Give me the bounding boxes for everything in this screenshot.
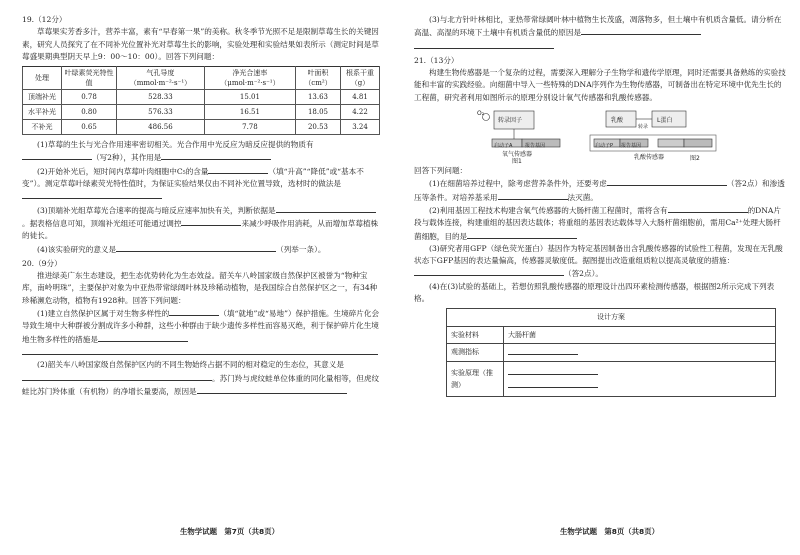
q19-part2-text-b: （填“升高”“降低”或“基本不变”）。测定草莓叶绿素荧光特性值时，为保证实验结果仅由不同补光位置导致，选材时的做法是 — [22, 166, 364, 189]
q19-header: 19.（12分） — [22, 15, 67, 24]
q21-part3-text: (3)研究者用GFP（绿色荧光蛋白）基因作为特定基因制备出含乳酸传感器的试验性工程菌，发现在无乳酸状态下GFP基因的表达量偏高，传感器灵敏度低。据图提出改造重组质粒以提高灵敏度的措施： — [414, 243, 783, 266]
figure-1-caption: 氧气传感器 — [502, 151, 533, 159]
q19-part3-text-c: 来减少呼吸作用消耗，从而增加草莓植株的徒长。 — [22, 218, 379, 241]
answer-blank[interactable] — [414, 267, 564, 276]
design-title: 设计方案 — [447, 309, 776, 326]
q19-part3 — [22, 204, 382, 243]
answer-blank[interactable] — [414, 40, 554, 49]
table-header: 气孔导度（mmol·m⁻²·s⁻¹） — [117, 67, 205, 90]
answer-blank[interactable] — [498, 191, 568, 200]
design-label: 观测指标 — [447, 343, 504, 361]
left-column — [22, 14, 382, 398]
table-cell: 0.65 — [62, 120, 117, 135]
table-cell: 0.78 — [62, 90, 117, 105]
blank-line — [414, 40, 786, 53]
answer-blank[interactable] — [197, 385, 347, 394]
q20-part2-text-b: 。苏门羚与虎纹蛙单位体重的同化量相等，但虎纹蛙比苏门羚体重（有机物）的净增长量要高，原因是 — [22, 373, 380, 396]
answer-blank[interactable] — [276, 204, 376, 213]
l-protein-label: L蛋白 — [657, 117, 673, 125]
page-footer: 生物学试题 第7页（共8页） — [180, 527, 279, 536]
q21-lead: 回答下列问题： — [414, 166, 468, 176]
q19-part4 — [22, 243, 382, 256]
table-header-row — [23, 67, 380, 90]
table-cell: 不补光 — [23, 120, 62, 135]
design-answer-cell — [504, 362, 776, 397]
promoter-p-label: 启动子P — [595, 143, 614, 150]
table-header: 处理 — [23, 67, 62, 90]
page-footer: 生物学试题 第8页（共8页） — [560, 527, 659, 536]
figure-1-label: 图1 — [512, 158, 522, 166]
q21-header: 21.（13分） — [414, 55, 459, 65]
q21-intro: 构建生物传感器是一个复杂的过程，需要深入理解分子生物学和遗传学原理，同时还需要具备熟练的实验技能和丰富的实践经验。向细菌中导入一些特殊的DNA序列作为生物传感器，可制备出在特定环境中优先生长的工程菌，研究者利用如图所示的原理分别设计氧气传感器和乳酸传感器。 — [414, 68, 786, 102]
blank-line — [22, 346, 382, 359]
right-column — [414, 14, 786, 397]
table-header: 净光合速率（μmol·m⁻²·s⁻¹） — [204, 67, 295, 90]
design-table — [446, 308, 776, 397]
answer-blank[interactable] — [508, 366, 598, 375]
answer-blank[interactable] — [22, 151, 92, 160]
q21-part2-text-b: 的DNA片段与载体连接，构建重组的基因表达载体；将重组的基因表达载体导入大肠杆菌细胞前，需用Ca²⁺处理大肠杆菌细胞，目的是 — [414, 205, 781, 241]
answer-blank[interactable] — [22, 372, 212, 381]
q20-part2 — [22, 359, 382, 398]
table-cell: 4.22 — [341, 105, 380, 120]
table-cell: 18.05 — [296, 105, 341, 120]
answer-blank[interactable] — [98, 333, 188, 342]
answer-blank[interactable] — [668, 204, 748, 213]
q19-part1 — [22, 139, 382, 165]
q19-part3-text: (3)顶端补光组草莓光合速率的提高与暗反应速率加快有关，判断依据是 — [37, 205, 276, 215]
transcription-label: 转录 — [638, 124, 649, 131]
q21-part1-text-c: 法灭菌。 — [567, 192, 598, 202]
table-cell: 13.63 — [296, 90, 341, 105]
q20-header: 20.（9分） — [22, 258, 62, 268]
table-cell: 0.80 — [62, 105, 117, 120]
answer-blank[interactable] — [22, 346, 378, 355]
answer-blank[interactable] — [181, 217, 241, 226]
q19-part1-text-b: （写2种），其作用是 — [92, 153, 162, 163]
q19-part4-text-b: （列举一条）。 — [276, 244, 326, 254]
answer-blank[interactable] — [22, 190, 162, 199]
q20-intro: 推进绿美广东生态建设，把生态优势转化为生态效益。韶关车八岭国家级自然保护区被誉为“物种宝库，南岭明珠”，主要保护对象为中亚热带常绿阔叶林及珍稀动植物，是我国综合自然保护区之一，有34种珍稀濒危动物，植物有1928种。回答下列问题： — [22, 271, 378, 305]
q20-part1-text-b: （填“就地”或“易地”）保护措施。生境碎片化会导致生境中大种群被分割成许多小种群，这些小种群由于缺少遗传多样性而容易灭绝，利于保护碎片化生境地生物多样性的措施是 — [22, 309, 380, 344]
figures — [414, 107, 786, 166]
page-right — [400, 0, 800, 555]
design-label: 实验原理（推测） — [447, 362, 504, 397]
design-label: 实验材料 — [447, 326, 504, 343]
table-header: 根系干重（g） — [341, 67, 380, 90]
table-cell: 576.33 — [117, 105, 205, 120]
q21-part3-text-b: （答2点）。 — [564, 269, 603, 279]
answer-blank[interactable] — [208, 165, 268, 174]
q21-part2-text: (2)利用基因工程技术构建含氧气传感器的大肠杆菌工程菌时，需将含有 — [429, 205, 668, 215]
q19-part4-text: (4)该实验研究的意义是 — [37, 244, 117, 254]
q19-intro: 草莓果实芳香多汁，营养丰富，素有“早春第一果”的美称。秋冬季节光照不足是限制草莓生长的关键因素，研究人员探究了在不同补光位置补光对草莓生长的影响，实验处理和实验结果如表所示（测定时间是草莓盛果期典型阴天早上9：00～10：00）。回答下列问题： — [22, 27, 379, 61]
reporter-gene-label: 报告基因 — [525, 143, 546, 150]
lactate-label: 乳酸 — [611, 117, 624, 125]
data-table — [22, 66, 380, 135]
table-cell: 528.33 — [117, 90, 205, 105]
table-cell: 16.51 — [204, 105, 295, 120]
q20-part3 — [414, 14, 786, 40]
answer-blank[interactable] — [508, 379, 598, 388]
q20-part1 — [22, 307, 382, 346]
answer-blank[interactable] — [161, 151, 271, 160]
table-row — [23, 105, 380, 120]
q19-part3-text-b: 。据表格信息可知，顶端补光组还可能通过调控 — [22, 218, 182, 228]
table-cell: 7.78 — [204, 120, 295, 135]
q19-part1-text: (1)草莓的生长与光合作用速率密切相关。光合作用中光反应为暗反应提供的物质有 — [37, 140, 314, 150]
table-header: 叶面积（cm²） — [296, 67, 341, 90]
oxygen-label: O₂ — [477, 110, 485, 118]
figure-2-caption: 乳酸传感器 — [634, 154, 665, 162]
table-cell: 顶端补光 — [23, 90, 62, 105]
q21-part1 — [414, 177, 786, 204]
q20-part1-text: (1)建立自然保护区属于对生物多样性的 — [37, 309, 170, 319]
transcription-factor-label: 转录因子 — [498, 117, 523, 125]
table-cell: 4.81 — [341, 90, 380, 105]
q21-part4: (4)在(3)试验的基础上，若想仿照乳酸传感器的原理设计出四环素检测传感器，根据图2所示完成下列表格。 — [414, 281, 775, 304]
q20-part3-text: (3)与北方针叶林相比，亚热带常绿阔叶林中植物生长茂盛，凋落物多，但土壤中有机质含量低。请分析在高温、高湿的环境下土壤中有机质含量低的原因是 — [414, 15, 782, 38]
figure-2-label: 图2 — [690, 155, 700, 163]
answer-blank[interactable] — [508, 346, 578, 355]
reporter-gene-block — [684, 139, 712, 147]
q19-part2 — [22, 165, 382, 204]
table-row — [23, 90, 380, 105]
answer-blank[interactable] — [581, 26, 701, 35]
q20-part2-text: (2)韶关车八岭国家级自然保护区内的不同生物始终占据不同的相对稳定的生态位，其意义是 — [37, 360, 344, 370]
answer-blank[interactable] — [169, 307, 219, 316]
promoter-a-label: 启动子A — [494, 143, 513, 150]
table-cell: 水平补光 — [23, 105, 62, 120]
q21-part1-text: (1)在细菌培养过程中，除考虑营养条件外，还要考虑 — [429, 179, 607, 189]
answer-blank[interactable] — [467, 230, 577, 239]
table-header: 叶绿素荧光特性值 — [62, 67, 117, 90]
design-answer-cell — [504, 343, 776, 361]
answer-blank[interactable] — [607, 177, 727, 186]
table-cell: 3.24 — [341, 120, 380, 135]
design-value: 大肠杆菌 — [504, 326, 776, 343]
table-row — [23, 120, 380, 135]
q21-part3 — [414, 243, 786, 281]
answer-blank[interactable] — [116, 243, 276, 252]
q21-part2 — [414, 204, 786, 243]
reporter-gene-label: 报告基因 — [621, 143, 642, 150]
table-cell: 486.56 — [117, 120, 205, 135]
table-cell: 20.53 — [296, 120, 341, 135]
promoter-block — [658, 139, 684, 147]
table-cell: 15.01 — [204, 90, 295, 105]
q21-part1-text-b: （答2点）和渗透压等条件。对培养基采用 — [414, 179, 785, 202]
q19-part2-text: (2)开始补光后，短时间内草莓叶肉细胞中C₅的含量 — [37, 166, 209, 176]
sensor-diagrams — [414, 107, 786, 163]
